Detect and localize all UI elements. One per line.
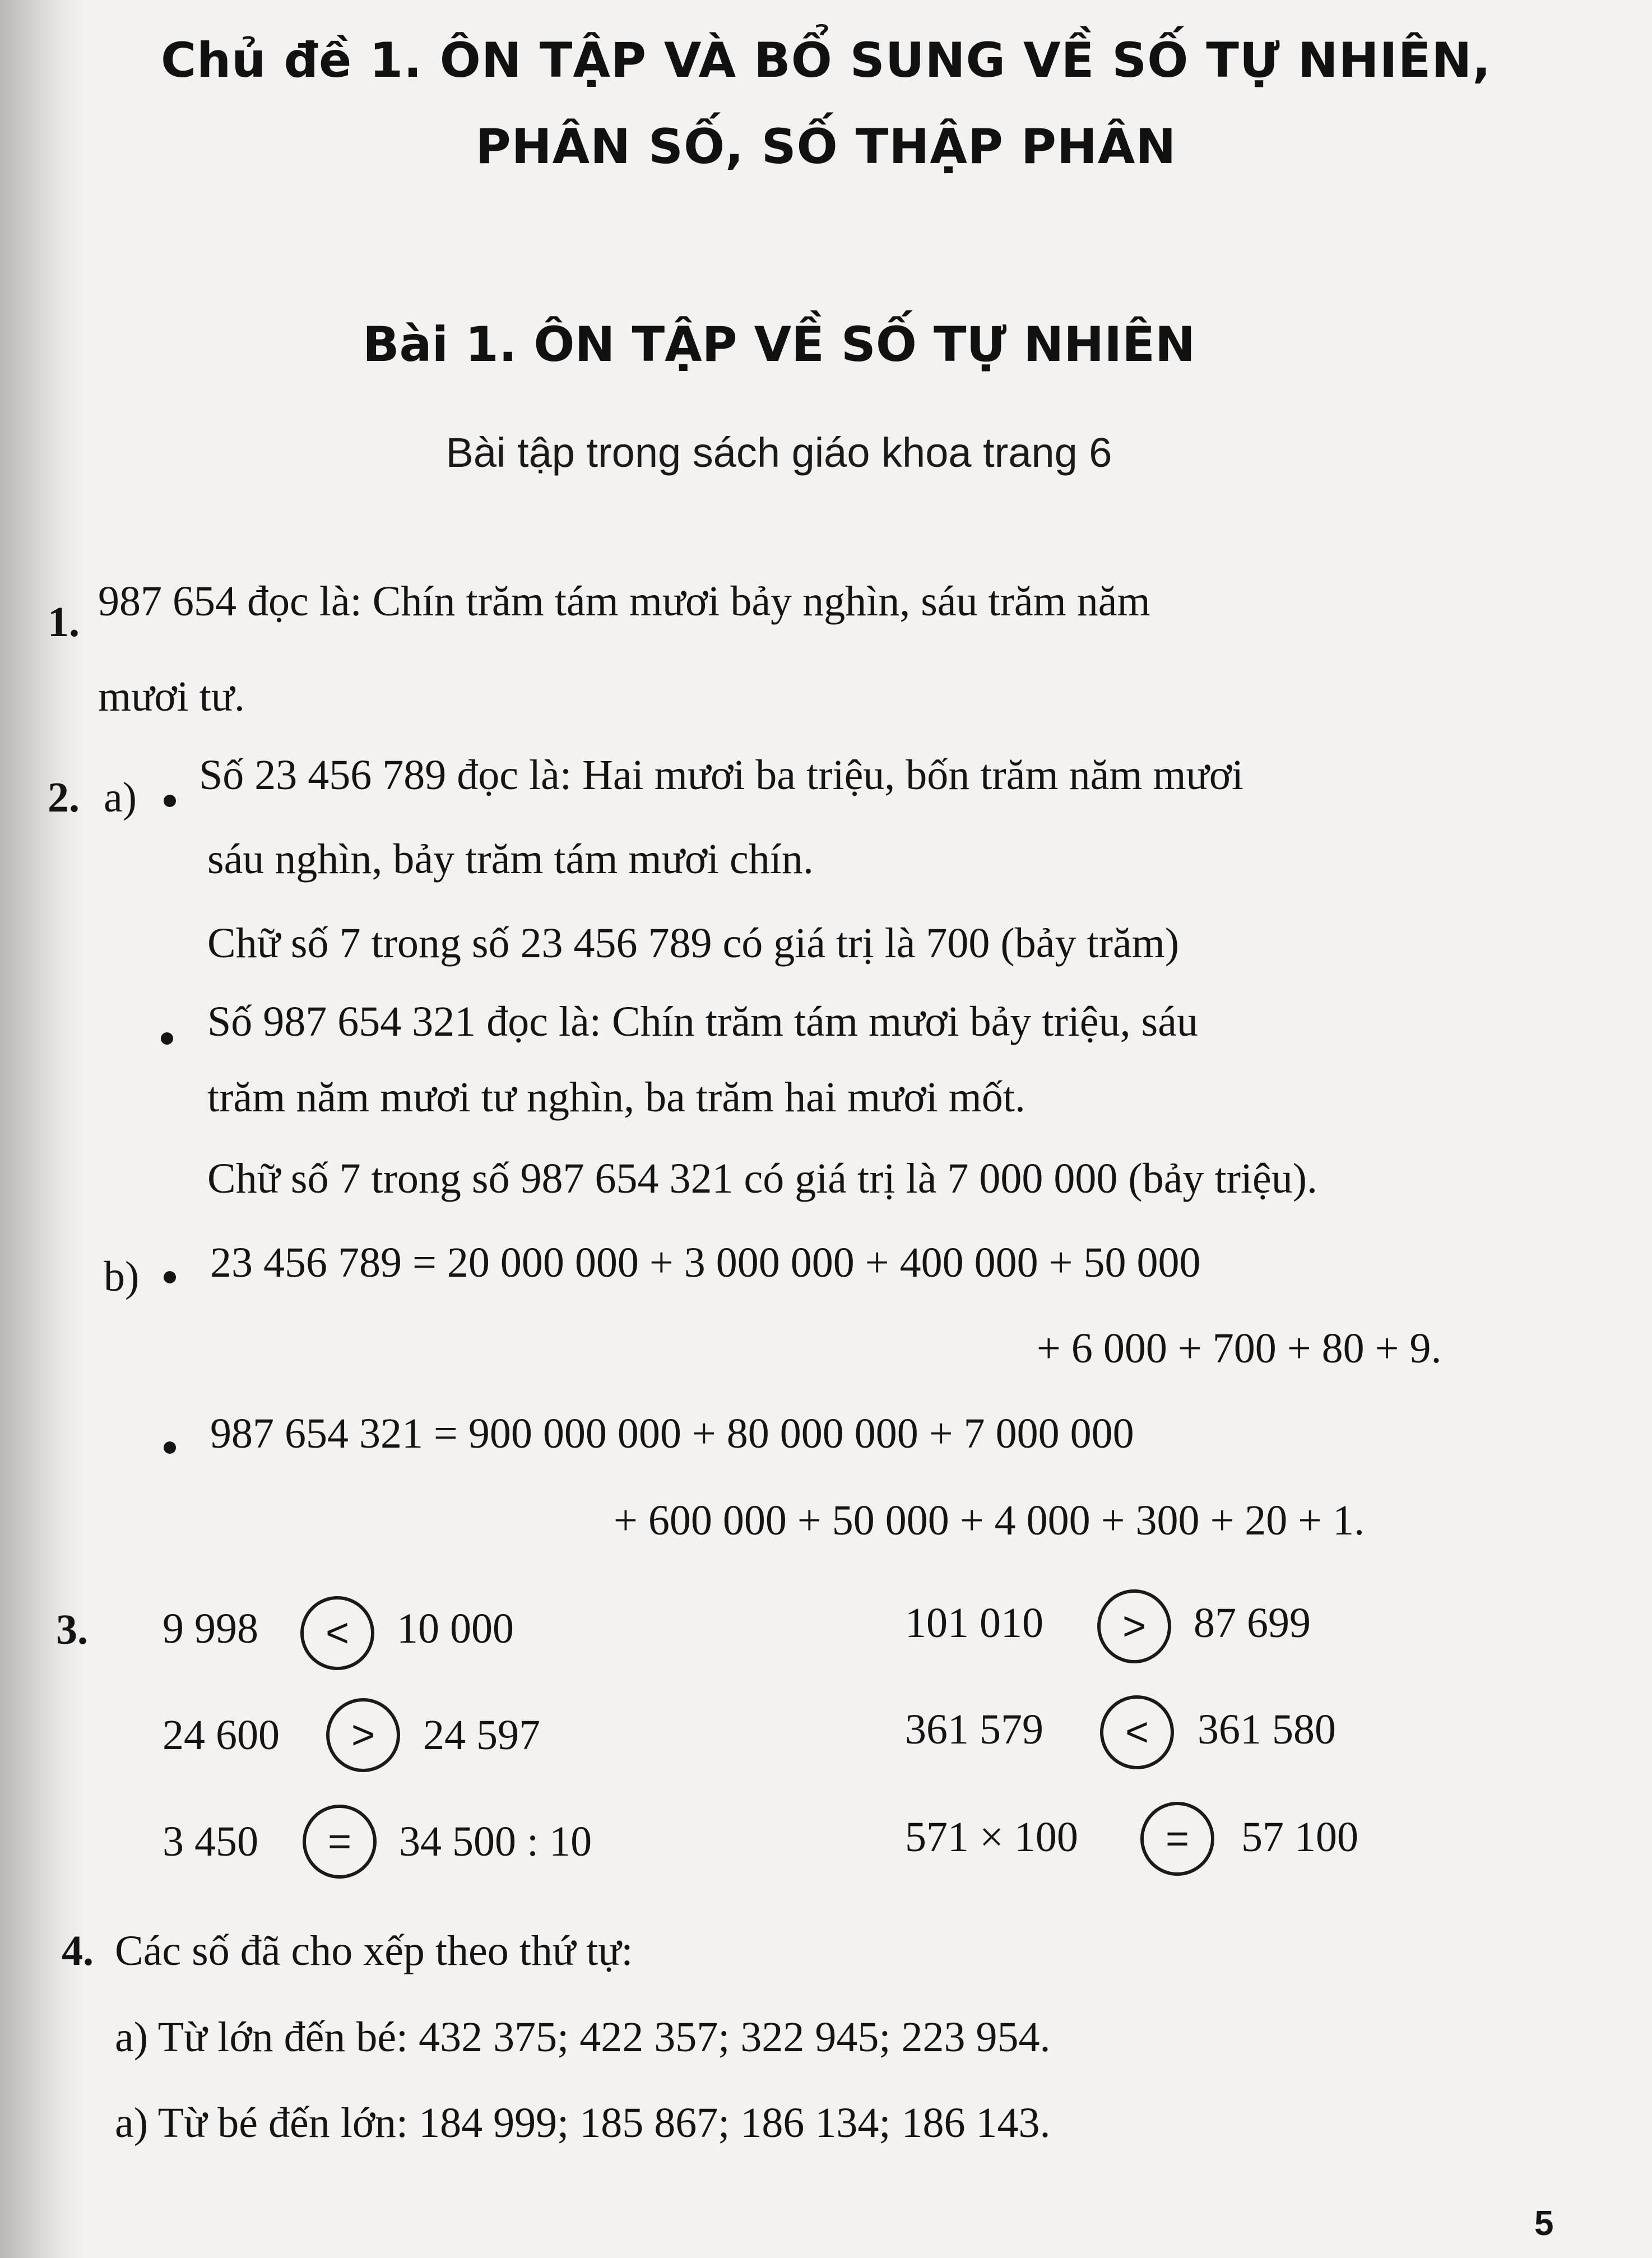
topic-title-line2: PHÂN SỐ, SỐ THẬP PHÂN (475, 119, 1177, 175)
comparison-sign-circle: = (303, 1805, 377, 1879)
exercise-4-line-b: a) Từ bé đến lớn: 184 999; 185 867; 186 134; 186 143. (115, 2099, 1051, 2146)
comparison-left-value: 9 998 (163, 1605, 258, 1652)
comparison-left-value: 3 450 (163, 1818, 258, 1865)
comparison-sign-circle: > (1097, 1589, 1171, 1663)
comparison-right-value: 10 000 (397, 1605, 514, 1652)
exercise-1-number: 1. (48, 599, 80, 646)
exercise-2-part-a-label: a) (104, 774, 137, 821)
bullet-icon (164, 1441, 176, 1454)
comparison-right-value: 361 580 (1198, 1706, 1336, 1753)
exercise-2-part-b-label: b) (104, 1253, 140, 1300)
lesson-title: Bài 1. ÔN TẬP VỀ SỐ TỰ NHIÊN (362, 317, 1196, 373)
exercise-2a-item2-line3: Chữ số 7 trong số 987 654 321 có giá trị là 7 000 000 (bảy triệu). (207, 1155, 1318, 1202)
lesson-subtitle: Bài tập trong sách giáo khoa trang 6 (446, 429, 1112, 476)
comparison-sign-circle: < (300, 1596, 374, 1670)
comparison-sign-circle: < (1100, 1695, 1174, 1769)
exercise-1-line1: 987 654 đọc là: Chín trăm tám mươi bảy nghìn, sáu trăm năm (98, 578, 1150, 625)
exercise-2a-item2-line2: trăm năm mươi tư nghìn, ba trăm hai mươi mốt. (207, 1074, 1025, 1121)
exercise-2b-item1-line2: + 6 000 + 700 + 80 + 9. (1037, 1325, 1442, 1372)
page-number: 5 (1534, 2204, 1554, 2243)
comparison-left-value: 361 579 (905, 1706, 1043, 1753)
bullet-icon (161, 1032, 173, 1045)
exercise-2b-item1-line1: 23 456 789 = 20 000 000 + 3 000 000 + 400 000 + 50 000 (210, 1239, 1201, 1286)
exercise-2b-item2-line1: 987 654 321 = 900 000 000 + 80 000 000 + 7 000 000 (210, 1410, 1134, 1457)
comparison-left-value: 571 × 100 (905, 1814, 1078, 1861)
comparison-right-value: 87 699 (1194, 1599, 1311, 1647)
exercise-2a-item1-line2: sáu nghìn, bảy trăm tám mươi chín. (207, 836, 814, 883)
bullet-icon (164, 1271, 176, 1283)
exercise-2a-item1-line1: Số 23 456 789 đọc là: Hai mươi ba triệu, bốn trăm năm mươi (199, 752, 1244, 799)
exercise-4-intro: Các số đã cho xếp theo thứ tự: (115, 1927, 633, 1974)
exercise-2-number: 2. (48, 774, 80, 821)
comparison-right-value: 34 500 : 10 (399, 1818, 592, 1865)
comparison-right-value: 57 100 (1241, 1814, 1358, 1861)
comparison-sign-circle: = (1140, 1802, 1214, 1876)
exercise-4-number: 4. (62, 1927, 94, 1974)
comparison-sign-circle: > (326, 1698, 400, 1772)
comparison-left-value: 24 600 (163, 1712, 280, 1759)
exercise-1-line2: mươi tư. (98, 673, 245, 720)
exercise-2a-item2-line1: Số 987 654 321 đọc là: Chín trăm tám mươi bảy triệu, sáu (207, 998, 1198, 1045)
topic-title-line1: Chủ đề 1. ÔN TẬP VÀ BỔ SUNG VỀ SỐ TỰ NHIÊN, (160, 33, 1492, 89)
exercise-2a-item1-line3: Chữ số 7 trong số 23 456 789 có giá trị là 700 (bảy trăm) (207, 920, 1180, 967)
comparison-right-value: 24 597 (423, 1712, 540, 1759)
bullet-icon (164, 795, 176, 807)
exercise-3-number: 3. (56, 1606, 88, 1653)
exercise-2b-item2-line2: + 600 000 + 50 000 + 4 000 + 300 + 20 + 1. (614, 1497, 1365, 1544)
comparison-left-value: 101 010 (905, 1599, 1043, 1647)
exercise-4-line-a: a) Từ lớn đến bé: 432 375; 422 357; 322 945; 223 954. (115, 2014, 1051, 2061)
